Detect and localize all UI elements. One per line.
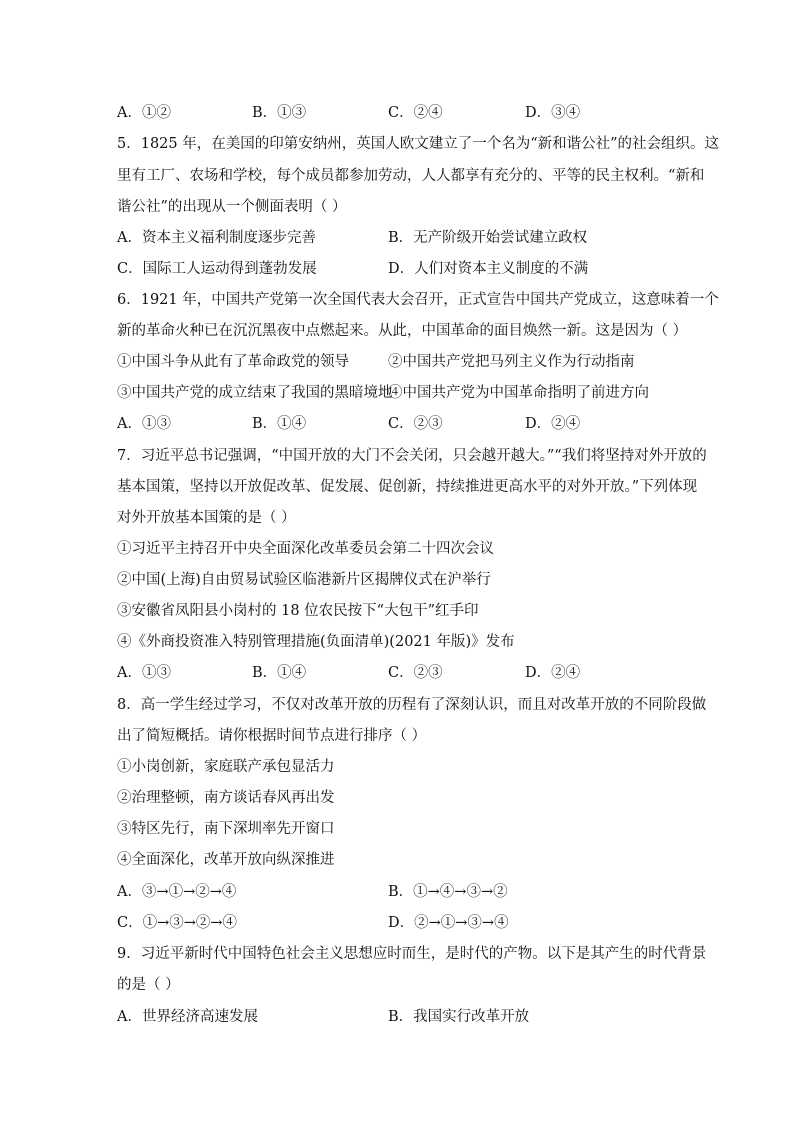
statement-3: ③特区先行，南下深圳率先开窗口 [117,821,335,837]
statement-4: ④中国共产党为中国革命指明了前进方向 [388,385,649,401]
statement-4: ④《外商投资准入特别管理措施(负面清单)(2021 年版)》发布 [117,634,515,650]
question-9-line: 9．习近平新时代中国特色社会主义思想应时而生，是时代的产物。以下是其产生的时代背景 [117,946,707,962]
statement-2: ②治理整顿，南方谈话春风再出发 [117,790,335,806]
option-a: A．①③ [117,416,171,432]
option-a: A．①② [117,105,171,121]
options-row [117,913,717,933]
statement-row [117,383,717,403]
option-c: C．②④ [388,105,443,121]
statement-1: ①小岗创新，家庭联产承包显活力 [117,759,335,775]
option-d: D．②④ [525,665,581,681]
options-row [117,414,717,434]
option-a: A．资本主义福利制度逐步完善 [117,230,316,246]
option-c: C．②③ [388,665,443,681]
question-8-line: 8．高一学生经过学习，不仅对改革开放的历程有了深刻认识，而且对改革开放的不同阶段做 [117,697,707,713]
options-row [117,259,717,279]
option-a: A．①③ [117,665,171,681]
option-b: B．①→④→③→② [388,884,508,900]
option-b: B．①④ [252,416,307,432]
question-7-line: 基本国策，坚持以开放促改革、促发展、促创新，持续推进更高水平的对外开放。”下列体现 [117,479,698,495]
question-5-line: 里有工厂、农场和学校，每个成员都参加劳动，人人都享有充分的、平等的民主权利。“新和 [117,168,705,184]
option-c: C．①→③→②→④ [117,915,238,931]
statement-row [117,352,717,372]
options-row [117,1007,717,1027]
statement-2: ②中国(上海)自由贸易试验区临港新片区揭牌仪式在沪举行 [117,572,491,588]
question-5-line: 5．1825 年，在美国的印第安纳州，英国人欧文建立了一个名为“新和谐公社”的社会组织。这 [117,136,720,152]
question-9-line: 的是（ ） [117,977,180,993]
option-b: B．①③ [252,105,307,121]
option-c: C．国际工人运动得到蓬勃发展 [117,261,317,277]
option-c: C．②③ [388,416,443,432]
options-row [117,882,717,902]
option-a: A．③→①→②→④ [117,884,237,900]
statement-1: ①中国斗争从此有了革命政党的领导 [117,354,349,370]
option-d: D．②→①→③→④ [388,915,509,931]
options-row [117,663,717,683]
statement-3: ③中国共产党的成立结束了我国的黑暗境地 [117,385,393,401]
statement-2: ②中国共产党把马列主义作为行动指南 [388,354,635,370]
statement-4: ④全面深化，改革开放向纵深推进 [117,852,335,868]
question-6-line: 6．1921 年，中国共产党第一次全国代表大会召开，正式宣告中国共产党成立，这意味着一个 [117,292,719,308]
option-d: D．②④ [525,416,581,432]
options-row [117,228,717,248]
statement-1: ①习近平主持召开中央全面深化改革委员会第二十四次会议 [117,541,494,557]
option-b: B．①④ [252,665,307,681]
option-b: B．我国实行改革开放 [388,1009,530,1025]
question-6-line: 新的革命火种已在沉沉黑夜中点燃起来。从此，中国革命的面目焕然一新。这是因为（ ） [117,323,688,339]
option-d: D．人们对资本主义制度的不满 [388,261,589,277]
options-row [117,103,717,123]
question-8-line: 出了简短概括。请你根据时间节点进行排序（ ） [117,728,427,744]
question-7-line: 对外开放基本国策的是（ ） [117,510,296,526]
question-7-line: 7．习近平总书记强调，“中国开放的大门不会关闭，只会越开越大。”“我们将坚持对外开放的 [117,448,707,464]
option-a: A．世界经济高速发展 [117,1009,258,1025]
option-d: D．③④ [525,105,581,121]
statement-3: ③安徽省凤阳县小岗村的 18 位农民按下“大包干”红手印 [117,603,479,619]
question-5-line: 谐公社”的出现从一个侧面表明（ ） [117,199,347,215]
option-b: B．无产阶级开始尝试建立政权 [388,230,588,246]
